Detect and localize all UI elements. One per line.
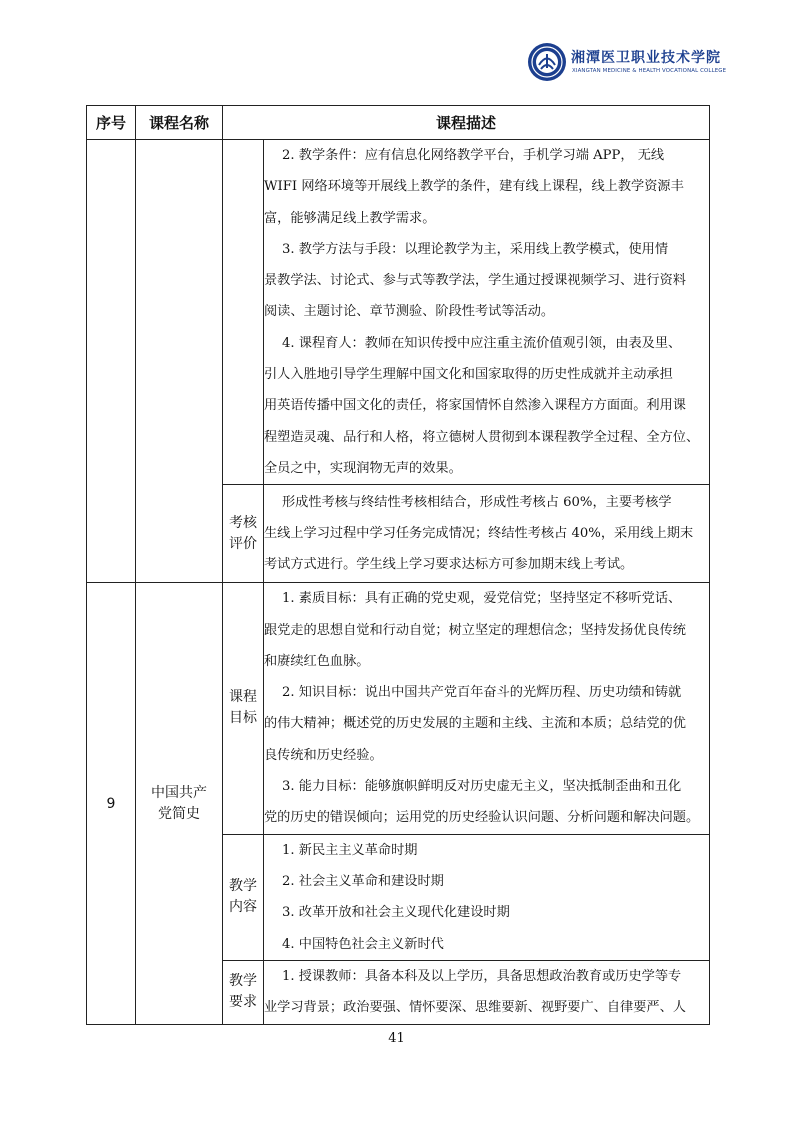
teaching-requirements <box>264 960 710 1024</box>
desc-line: 3. 教学方法与手段：以理论教学为主，采用线上教学模式，使用情 <box>282 241 669 257</box>
desc-line: 2. 社会主义革命和建设时期 <box>282 873 444 889</box>
desc-line: WIFI 网络环境等开展线上教学的条件，建有线上课程，线上教学资源丰 <box>264 179 684 195</box>
desc-line: 的伟大精神；概述党的历史发展的主题和主线、主流和本质；总结党的优 <box>264 716 686 732</box>
desc-line: 引人入胜地引导学生理解中国文化和国家取得的历史性成就并主动承担 <box>264 367 673 383</box>
desc-line: 生线上学习过程中学习任务完成情况；终结性考核占 40%，采用线上期末 <box>264 526 694 542</box>
table-row <box>87 583 710 834</box>
desc-line: 4. 中国特色社会主义新时代 <box>282 936 444 952</box>
table-row <box>87 140 710 485</box>
college-name: 湘潭医卫职业技术学院 <box>571 50 721 66</box>
college-name-english: XIANGTAN MEDICINE & HEALTH VOCATIONAL COLLEGE <box>572 68 727 74</box>
table-header-row <box>87 106 710 140</box>
college-emblem-icon <box>527 42 567 82</box>
desc-line: 程塑造灵魂、品行和人格，将立德树人贯彻到本课程教学全过程、全方位、 <box>264 429 700 445</box>
desc-line: 用英语传播中国文化的责任，将家国情怀自然渗入课程方方面面。利用课 <box>264 398 686 414</box>
requirements-label: 教学 要求 <box>223 960 264 1024</box>
desc-line: 1. 授课教师：具备本科及以上学历，具备思想政治教育或历史学等专 <box>282 969 682 985</box>
course-table <box>86 105 710 1025</box>
desc-line: 3. 能力目标：能够旗帜鲜明反对历史虚无主义，坚决抵制歪曲和丑化 <box>282 779 682 795</box>
desc-line: 党的历史的错误倾向；运用党的历史经验认识问题、分析问题和解决问题。 <box>264 810 700 826</box>
desc-line: 3. 改革开放和社会主义现代化建设时期 <box>282 905 510 921</box>
desc-line: 4. 课程育人：教师在知识传授中应注重主流价值观引领，由表及里、 <box>282 335 682 351</box>
prev-course-label-cell <box>223 140 264 485</box>
desc-line: 景教学法、讨论式、参与式等教学法，学生通过授课视频学习、进行资料 <box>264 273 686 289</box>
course-goals <box>264 583 710 834</box>
course-name: 中国共产 党简史 <box>136 583 223 1025</box>
desc-line: 1. 素质目标：具有正确的党史观，爱党信党；坚持坚定不移听党话、 <box>282 591 682 607</box>
content-label: 教学 内容 <box>223 834 264 960</box>
desc-line: 1. 新民主主义革命时期 <box>282 842 418 858</box>
desc-line: 跟党走的思想自觉和行动自觉；树立坚定的理想信念；坚持发扬优良传统 <box>264 622 686 638</box>
teaching-content <box>264 834 710 960</box>
desc-line: 富，能够满足线上教学需求。 <box>264 210 436 226</box>
course-no: 9 <box>87 583 136 1025</box>
desc-line: 2. 教学条件：应有信息化网络教学平台，手机学习端 APP， 无线 <box>282 148 665 163</box>
prev-course-no-cell <box>87 140 136 583</box>
desc-line: 形成性考核与终结性考核相结合，形成性考核占 60%，主要考核学 <box>282 494 672 510</box>
college-logo <box>527 40 727 86</box>
teaching-requirements-cont <box>264 140 710 485</box>
header-course-name: 课程名称 <box>136 106 223 140</box>
prev-course-name-cell <box>136 140 223 583</box>
header-no: 序号 <box>87 106 136 140</box>
goals-label: 课程 目标 <box>223 583 264 834</box>
desc-line: 考试方式进行。学生线上学习要求达标方可参加期末线上考试。 <box>264 557 634 573</box>
desc-line: 和赓续红色血脉。 <box>264 653 370 669</box>
desc-line: 阅读、主题讨论、章节测验、阶段性考试等活动。 <box>264 304 555 320</box>
assessment-label: 考核 评价 <box>223 485 264 583</box>
desc-line: 全员之中，实现润物无声的效果。 <box>264 460 462 476</box>
assessment-text <box>264 485 710 583</box>
desc-line: 2. 知识目标：说出中国共产党百年奋斗的光辉历程、历史功绩和铸就 <box>282 685 682 701</box>
page-number: 41 <box>388 1031 405 1046</box>
header-course-desc: 课程描述 <box>223 106 710 140</box>
desc-line: 业学习背景；政治要强、情怀要深、思维要新、视野要广、自律要严、人 <box>264 1000 686 1016</box>
desc-line: 良传统和历史经验。 <box>264 747 383 763</box>
